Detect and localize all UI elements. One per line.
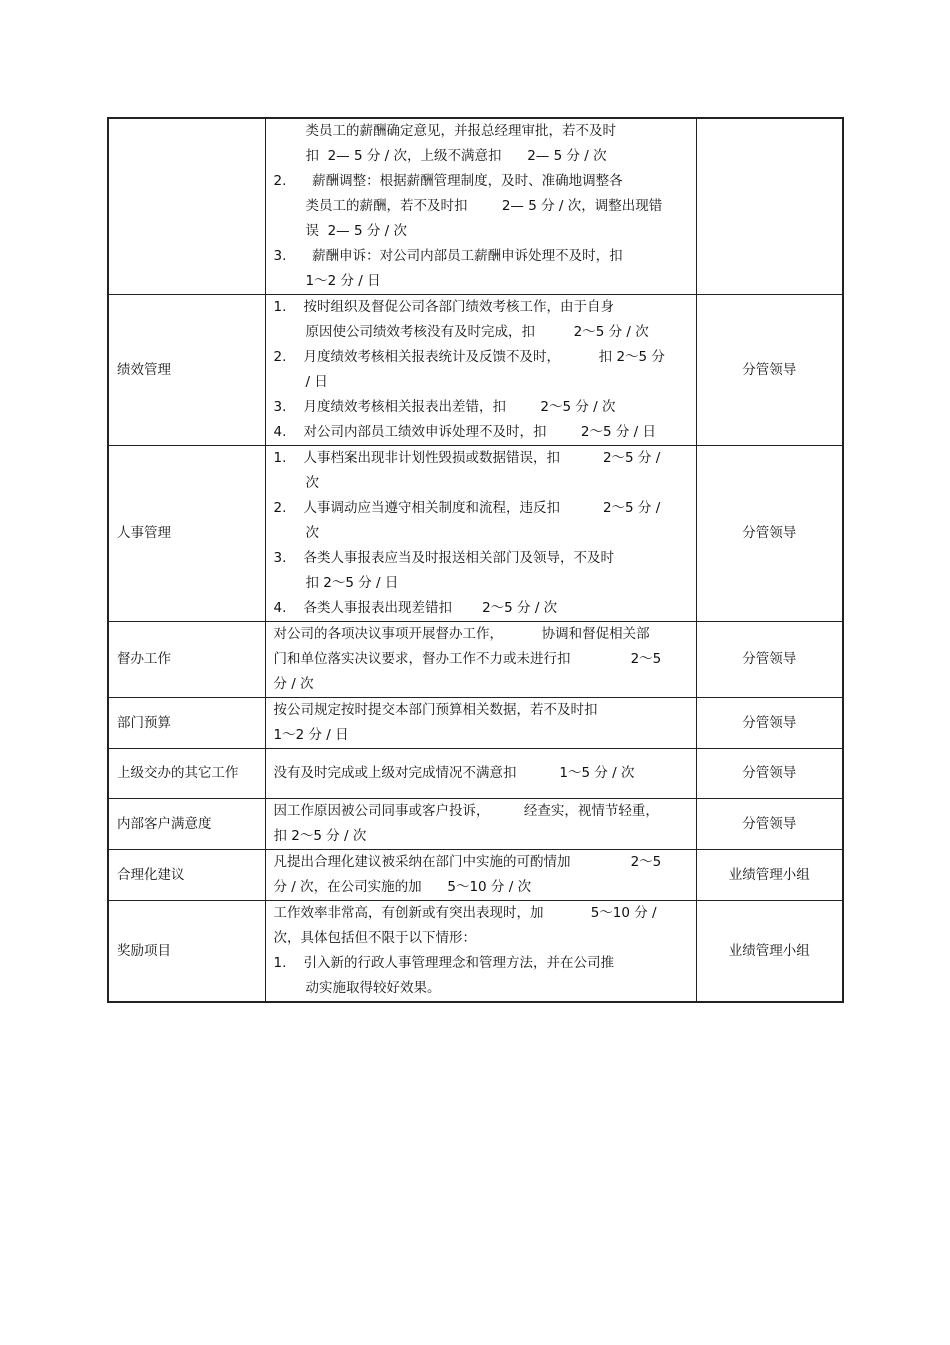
- description-line: / 日: [305, 374, 328, 390]
- table-row: [108, 622, 843, 698]
- description-line: 门和单位落实决议要求，督办工作不力或未进行扣 2～5: [273, 651, 662, 667]
- table-row: [108, 749, 843, 799]
- description-line: 类员工的薪酬确定意见，并报总经理审批，若不及时: [305, 123, 616, 139]
- category-cell: 人事管理: [108, 446, 265, 622]
- category-cell: 合理化建议: [108, 850, 265, 901]
- table-row: [108, 295, 843, 446]
- responsible-cell: [696, 118, 843, 295]
- description-line: 3. 各类人事报表应当及时报送相关部门及领导，不及时: [273, 550, 615, 566]
- description-cell: [265, 295, 696, 446]
- description-cell: [265, 446, 696, 622]
- responsible-cell: 业绩管理小组: [696, 901, 843, 1003]
- description-line: 按公司规定按时提交本部门预算相关数据，若不及时扣: [273, 702, 598, 718]
- category-cell: 部门预算: [108, 698, 265, 749]
- description-cell: [265, 799, 696, 850]
- description-cell: [265, 698, 696, 749]
- table-row: [108, 118, 843, 295]
- table-row: [108, 799, 843, 850]
- description-line: 2. 月度绩效考核相关报表统计及反馈不及时， 扣 2～5 分: [273, 349, 665, 365]
- description-line: 没有及时完成或上级对完成情况不满意扣 1～5 分 / 次: [273, 765, 635, 781]
- category-cell: [108, 749, 265, 799]
- category-cell: [108, 118, 265, 295]
- description-line: 扣 2～5 分 / 次: [273, 828, 367, 844]
- description-line: 扣 2～5 分 / 日: [305, 575, 399, 591]
- description-line: 对公司的各项决议事项开展督办工作， 协调和督促相关部: [273, 626, 650, 642]
- responsible-cell: 分管领导: [696, 698, 843, 749]
- description-line: 1. 人事档案出现非计划性毁损或数据错误，扣 2～5 分 /: [273, 450, 661, 466]
- description-line: 原因使公司绩效考核没有及时完成，扣 2～5 分 / 次: [305, 324, 649, 340]
- responsible-cell: 分管领导: [696, 446, 843, 622]
- table-row: [108, 850, 843, 901]
- category-cell: 督办工作: [108, 622, 265, 698]
- description-line: 3. 薪酬申诉：对公司内部员工薪酬申诉处理不及时，扣: [273, 248, 623, 264]
- description-line: 类员工的薪酬，若不及时扣 2— 5 分 / 次，调整出现错: [305, 198, 663, 214]
- description-line: 动实施取得较好效果。: [305, 980, 441, 996]
- responsible-cell: 分管领导: [696, 749, 843, 799]
- description-line: 分 / 次: [273, 676, 314, 692]
- description-line: 分 / 次，在公司实施的加 5～10 分 / 次: [273, 879, 532, 895]
- table-row: [108, 901, 843, 1003]
- description-line: 3. 月度绩效考核相关报表出差错，扣 2～5 分 / 次: [273, 399, 616, 415]
- description-line: 4. 对公司内部员工绩效申诉处理不及时，扣 2～5 分 / 日: [273, 424, 656, 440]
- description-cell: [265, 749, 696, 799]
- category-cell: 内部客户满意度: [108, 799, 265, 850]
- description-cell: [265, 901, 696, 1003]
- category-label: 上级交办的其它工作: [117, 765, 239, 781]
- description-line: 次: [305, 525, 319, 541]
- category-cell: 绩效管理: [108, 295, 265, 446]
- description-line: 1～2 分 / 日: [305, 273, 381, 289]
- responsible-cell: 分管领导: [696, 295, 843, 446]
- responsible-cell: 业绩管理小组: [696, 850, 843, 901]
- table-row: [108, 446, 843, 622]
- description-line: 1～2 分 / 日: [273, 727, 349, 743]
- description-cell: [265, 850, 696, 901]
- responsible-cell: 分管领导: [696, 799, 843, 850]
- description-line: 1. 按时组织及督促公司各部门绩效考核工作，由于自身: [273, 299, 615, 315]
- description-line: 工作效率非常高，有创新或有突出表现时，加 5～10 分 /: [273, 905, 657, 921]
- description-line: 2. 薪酬调整：根据薪酬管理制度，及时、准确地调整各: [273, 173, 623, 189]
- description-cell: [265, 622, 696, 698]
- description-line: 1. 引入新的行政人事管理理念和管理方法，并在公司推: [273, 955, 615, 971]
- description-line: 4. 各类人事报表出现差错扣 2～5 分 / 次: [273, 600, 558, 616]
- description-line: 次，具体包括但不限于以下情形：: [273, 930, 476, 946]
- description-line: 凡提出合理化建议被采纳在部门中实施的可酌情加 2～5: [273, 854, 662, 870]
- description-line: 因工作原因被公司同事或客户投诉， 经查实，视情节轻重，: [273, 803, 659, 819]
- assessment-table: [107, 117, 844, 1003]
- category-cell: 奖励项目: [108, 901, 265, 1003]
- description-line: 次: [305, 475, 319, 491]
- table-row: [108, 698, 843, 749]
- description-line: 扣 2— 5 分 / 次，上级不满意扣 2— 5 分 / 次: [305, 148, 607, 164]
- responsible-cell: 分管领导: [696, 622, 843, 698]
- description-line: 2. 人事调动应当遵守相关制度和流程，违反扣 2～5 分 /: [273, 500, 661, 516]
- description-line: 误 2— 5 分 / 次: [305, 223, 407, 239]
- description-cell: [265, 118, 696, 295]
